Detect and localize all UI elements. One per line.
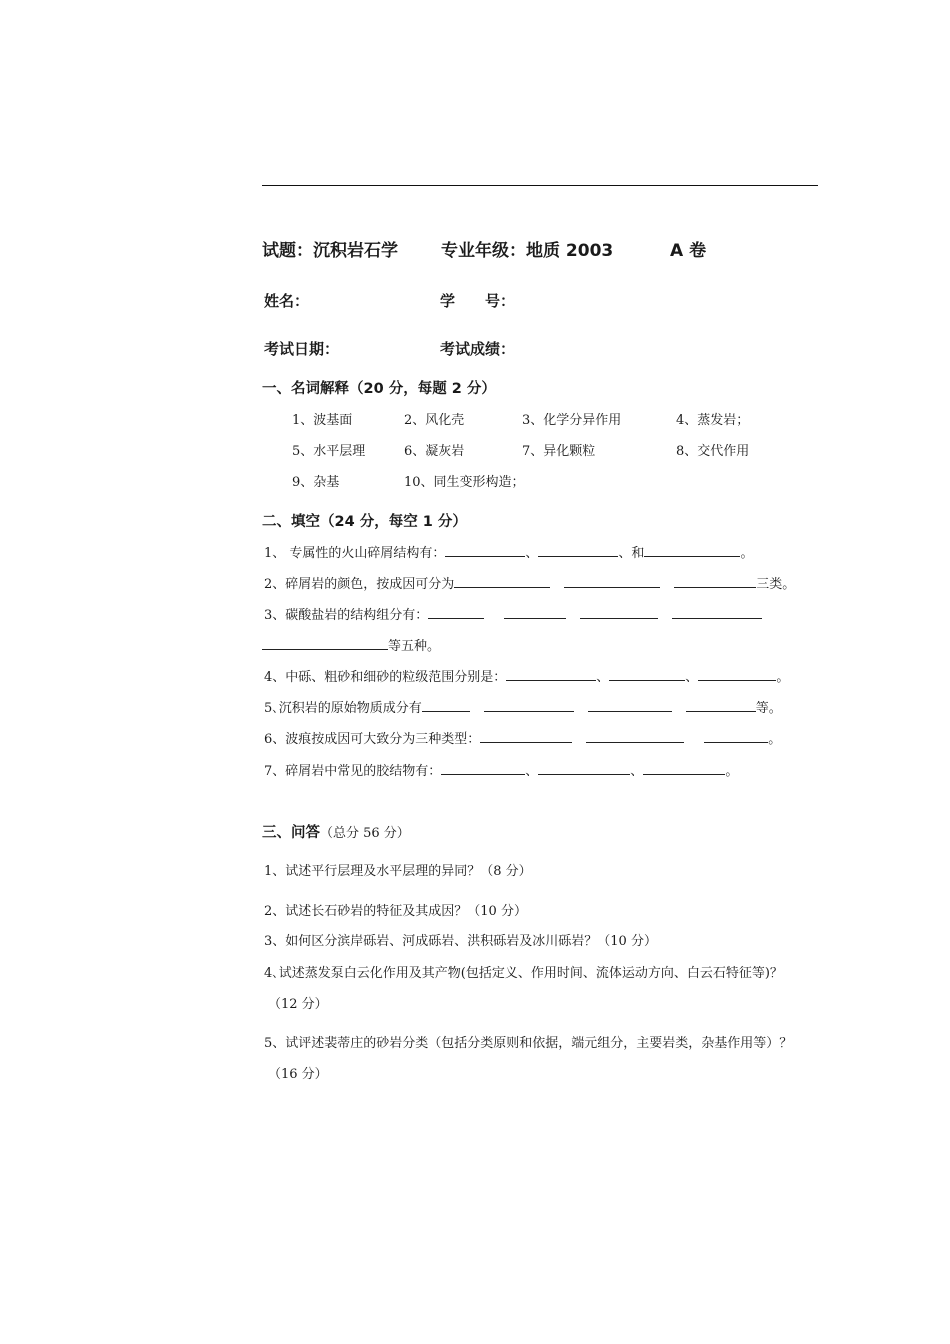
question-end: 等五种。	[388, 639, 441, 654]
question-text: 6、波痕按成因可大致分为三种类型：	[264, 732, 481, 747]
separator: 、和	[618, 546, 645, 561]
name-label: 姓名：	[264, 292, 310, 310]
question-text: 4、中砾、粗砂和细砂的粒级范围分别是：	[264, 670, 507, 685]
answer-blank[interactable]	[504, 606, 566, 619]
section1-title: 一、名词解释	[262, 381, 349, 397]
answer-blank[interactable]	[454, 575, 550, 588]
question-text: 7、碎屑岩中常见的胶结物有：	[264, 764, 442, 779]
section1-heading	[262, 377, 496, 398]
answer-blank[interactable]	[643, 762, 725, 775]
answer-blank[interactable]	[480, 730, 572, 743]
answer-blank[interactable]	[445, 544, 525, 557]
fill-question-6	[264, 728, 781, 747]
fill-question-4	[264, 666, 789, 685]
section3-title: 三、问答	[262, 825, 320, 841]
term-item: 6、凝灰岩	[404, 444, 465, 459]
term-item: 3、化学分异作用	[522, 413, 622, 428]
answer-blank[interactable]	[262, 637, 388, 650]
answer-blank[interactable]	[586, 730, 684, 743]
answer-blank[interactable]	[588, 699, 672, 712]
separator: 、	[596, 670, 610, 685]
answer-blank[interactable]	[580, 606, 658, 619]
answer-blank[interactable]	[644, 544, 740, 557]
question-end: 。	[725, 764, 739, 779]
term-item: 7、异化颗粒	[522, 444, 596, 459]
question-text: 1、 专属性的火山碎屑结构有：	[264, 546, 446, 561]
essay-question-points: （12 分）	[268, 997, 328, 1012]
fill-question-2	[264, 573, 795, 592]
answer-blank[interactable]	[484, 699, 574, 712]
answer-blank[interactable]	[686, 699, 756, 712]
answer-blank[interactable]	[564, 575, 660, 588]
question-end: 三类。	[756, 577, 796, 592]
question-end: 等。	[755, 701, 782, 716]
fill-question-1	[264, 542, 753, 561]
answer-blank[interactable]	[428, 606, 484, 619]
answer-blank[interactable]	[609, 668, 685, 681]
answer-blank[interactable]	[704, 730, 768, 743]
section2-title: 二、填空	[262, 514, 320, 530]
exam-score-label: 考试成绩：	[440, 340, 516, 358]
essay-question: 2、试述长石砂岩的特征及其成因？（10 分）	[264, 904, 527, 919]
answer-blank[interactable]	[538, 544, 618, 557]
question-end: 。	[776, 670, 790, 685]
fill-question-5	[264, 697, 782, 716]
paper-version: A 卷	[670, 241, 707, 261]
top-rule	[262, 185, 818, 186]
question-text: 2、碎屑岩的颜色，按成因可分为	[264, 577, 455, 592]
section3-heading	[262, 821, 410, 842]
fill-question-3	[264, 604, 762, 623]
separator: 、	[630, 764, 644, 779]
section2-heading	[262, 510, 467, 531]
question-text: 5､沉积岩的原始物质成分有	[264, 701, 422, 716]
subject-title: 试题：沉积岩石学	[262, 241, 398, 261]
separator: 、	[525, 546, 539, 561]
term-item: 10、同生变形构造；	[404, 475, 525, 490]
question-end: 。	[768, 732, 782, 747]
term-item: 8、交代作用	[676, 444, 750, 459]
essay-question: 5、试评述裴蒂庄的砂岩分类（包括分类原则和依据，端元组分，主要岩类，杂基作用等）？	[264, 1036, 793, 1051]
answer-blank[interactable]	[672, 606, 762, 619]
term-item: 5、水平层理	[292, 444, 366, 459]
grade-label: 专业年级：地质 2003	[441, 241, 614, 261]
answer-blank[interactable]	[698, 668, 776, 681]
separator: 、	[685, 670, 699, 685]
essay-question: 3、如何区分滨岸砾岩、河成砾岩、洪积砾岩及冰川砾岩？（10 分）	[264, 934, 657, 949]
answer-blank[interactable]	[422, 699, 470, 712]
answer-blank[interactable]	[506, 668, 596, 681]
term-item: 4、蒸发岩；	[676, 413, 750, 428]
term-item: 2、风化壳	[404, 413, 465, 428]
separator: 、	[525, 764, 539, 779]
section3-points: （总分 56 分）	[320, 826, 410, 841]
fill-question-3-cont	[262, 635, 440, 654]
question-end: 。	[740, 546, 754, 561]
essay-question: 1、试述平行层理及水平层理的异同？（8 分）	[264, 864, 532, 879]
answer-blank[interactable]	[674, 575, 756, 588]
section2-points: （24 分，每空 1 分）	[320, 514, 467, 530]
answer-blank[interactable]	[538, 762, 630, 775]
essay-question: 4､试述蒸发泵白云化作用及其产物(包括定义、作用时间、流体运动方向、白云石特征等)？	[264, 966, 783, 981]
student-id-label: 学 号：	[440, 292, 516, 310]
essay-question-points: （16 分）	[268, 1067, 328, 1082]
term-item: 1、波基面	[292, 413, 353, 428]
answer-blank[interactable]	[441, 762, 525, 775]
fill-question-7	[264, 760, 738, 779]
term-item: 9、杂基	[292, 475, 340, 490]
question-text: 3、碳酸盐岩的结构组分有：	[264, 608, 429, 623]
section1-points: （20 分，每题 2 分）	[349, 381, 496, 397]
exam-date-label: 考试日期：	[264, 340, 340, 358]
